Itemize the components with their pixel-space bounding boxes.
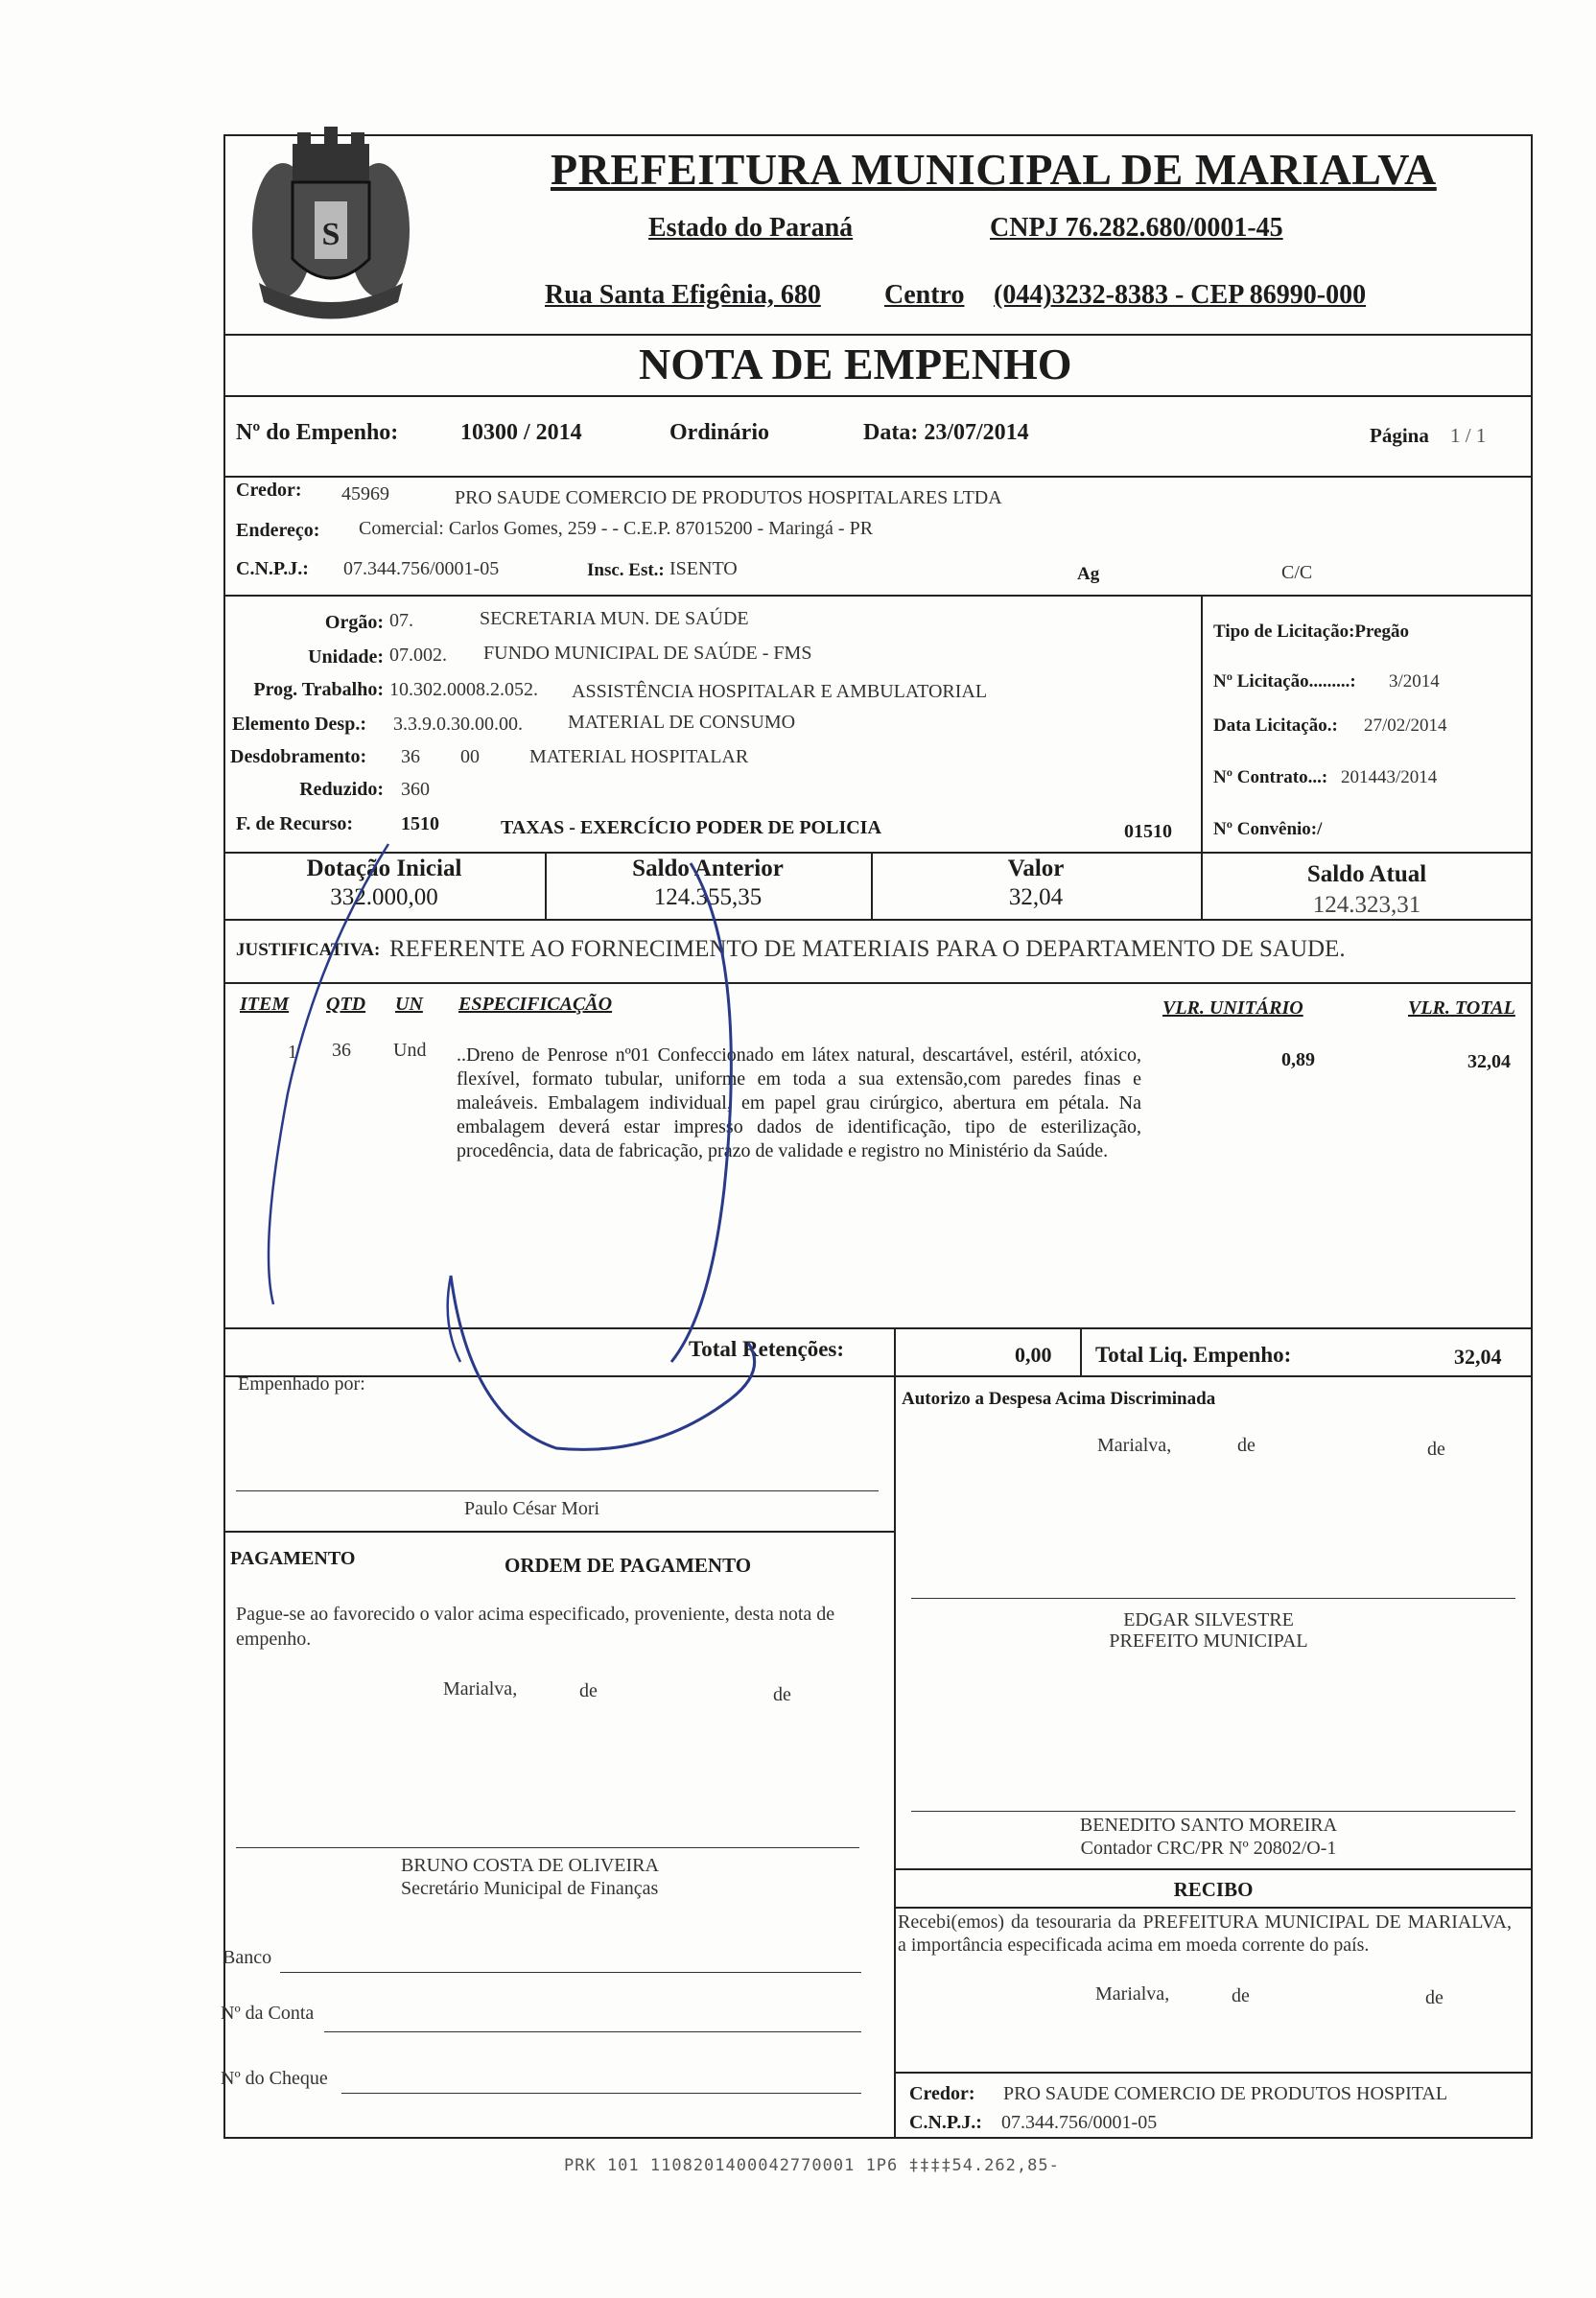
recibo-credor-name: PRO SAUDE COMERCIO DE PRODUTOS HOSPITAL xyxy=(1003,2083,1448,2104)
header-district: Centro xyxy=(884,280,965,310)
empenhado-signer: Paulo César Mori xyxy=(464,1498,600,1519)
financas-name: BRUNO COSTA DE OLIVEIRA xyxy=(401,1855,659,1876)
recurso-code: 1510 xyxy=(401,813,439,834)
autorizo-label: Autorizo a Despesa Acima Discriminada xyxy=(902,1389,1216,1409)
footer-code: PRK 101 1108201400042770001 1P6 ‡‡‡‡54.262,85- xyxy=(564,2156,1060,2175)
contrato-label: Nº Contrato...: xyxy=(1213,767,1328,787)
contrato-number: 201443/2014 xyxy=(1341,767,1438,787)
col-vlr-unitario: VLR. UNITÁRIO xyxy=(1162,997,1303,1019)
recibo-cnpj-label: C.N.P.J.: xyxy=(909,2112,982,2133)
valor-value: 32,04 xyxy=(1008,884,1064,910)
col-un: UN xyxy=(395,994,423,1015)
recibo-text: Recebi(emos) da tesouraria da PREFEITURA MUNICIPAL DE MARIALVA, a importância especificada acima em moeda corrente do país. xyxy=(898,1911,1512,1956)
recibo-cnpj: 07.344.756/0001-05 xyxy=(1001,2112,1158,2133)
item-un: Und xyxy=(393,1040,427,1061)
saldo-anterior-value: 124.355,35 xyxy=(653,884,763,910)
saldo-anterior-label: Saldo Anterior xyxy=(632,856,784,881)
elemento-label: Elemento Desp.: xyxy=(232,714,366,735)
autorizo-de2: de xyxy=(1427,1439,1445,1460)
empenho-number: 10300 / 2014 xyxy=(460,420,582,445)
total-liquido-label: Total Liq. Empenho: xyxy=(1095,1343,1292,1367)
saldo-atual-label: Saldo Atual xyxy=(1306,861,1427,887)
header-cnpj: CNPJ 76.282.680/0001-45 xyxy=(990,213,1283,243)
cnpj-label: C.N.P.J.: xyxy=(236,558,309,579)
credor-name: PRO SAUDE COMERCIO DE PRODUTOS HOSPITALARES LTDA xyxy=(455,487,1002,508)
dotacao-value: 332.000,00 xyxy=(330,884,438,910)
prog-code: 10.302.0008.2.052. xyxy=(389,679,538,700)
insc-value: ISENTO xyxy=(669,558,738,579)
contador-role: Contador CRC/PR Nº 20802/O-1 xyxy=(1080,1838,1337,1859)
col-especificacao: ESPECIFICAÇÃO xyxy=(458,994,613,1015)
page-label: Página xyxy=(1370,424,1429,447)
desdobramento-code: 36 xyxy=(401,746,420,767)
unidade-code: 07.002. xyxy=(389,645,447,666)
justificativa-label: JUSTIFICATIVA: xyxy=(236,940,381,960)
autorizo-de1: de xyxy=(1237,1435,1256,1456)
ag-label: Ag xyxy=(1077,564,1100,584)
item-specification: ..Dreno de Penrose nº01 Confeccionado em látex natural, descartável, estéril, atóxico, flexível, formato tubular, uniforme em toda a sua extensão,com paredes finas e maleáveis. Embalagem individual, em papel grau cirúrgico, abertura em pétala. Na embalagem deverá estar impresso dados de identificação, tipo de esterilização, procedência, data de fabricação, prazo de validade e registro no Ministério da Saúde. xyxy=(457,1044,1141,1161)
credor-address: Comercial: Carlos Gomes, 259 - - C.E.P. 87015200 - Maringá - PR xyxy=(359,518,874,539)
desdobramento-sub: 00 xyxy=(460,746,480,767)
orgao-label: Orgão: xyxy=(324,612,384,633)
page-number: 1 / 1 xyxy=(1450,424,1487,447)
item-unit-price: 0,89 xyxy=(1281,1049,1315,1070)
valor-label: Valor xyxy=(1007,856,1065,881)
prog-name: ASSISTÊNCIA HOSPITALAR E AMBULATORIAL xyxy=(572,681,988,702)
pagamento-place: Marialva, xyxy=(443,1678,518,1700)
retencoes-label: Total Retenções: xyxy=(689,1337,845,1361)
reduzido-value: 360 xyxy=(401,779,430,800)
justificativa-text: REFERENTE AO FORNECIMENTO DE MATERIAIS PARA O DEPARTAMENTO DE SAUDE. xyxy=(389,936,1346,962)
licitacao-date: 27/02/2014 xyxy=(1364,715,1447,736)
unidade-name: FUNDO MUNICIPAL DE SAÚDE - FMS xyxy=(483,643,812,664)
prefeito-role: PREFEITO MUNICIPAL xyxy=(1109,1630,1308,1652)
recibo-credor-label: Credor: xyxy=(909,2083,975,2104)
recibo-title: RECIBO xyxy=(1173,1878,1254,1901)
total-liquido-value: 32,04 xyxy=(1454,1345,1502,1369)
pagamento-text: Pague-se ao favorecido o valor acima especificado, proveniente, desta nota de empenho. xyxy=(236,1604,835,1650)
saldo-atual-value: 124.323,31 xyxy=(1312,892,1421,918)
empenho-type: Ordinário xyxy=(669,420,770,445)
licitacao-date-label: Data Licitação.: xyxy=(1213,715,1338,736)
header-title: PREFEITURA MUNICIPAL DE MARIALVA xyxy=(551,145,1437,194)
credor-code: 45969 xyxy=(341,483,389,504)
unidade-label: Unidade: xyxy=(308,646,384,668)
recurso-label: F. de Recurso: xyxy=(236,813,354,834)
recibo-place: Marialva, xyxy=(1095,1983,1170,2005)
contador-name: BENEDITO SANTO MOREIRA xyxy=(1079,1815,1338,1836)
orgao-name: SECRETARIA MUN. DE SAÚDE xyxy=(480,608,749,629)
credor-cnpj: 07.344.756/0001-05 xyxy=(343,558,500,579)
pagamento-label: PAGAMENTO xyxy=(230,1548,356,1569)
elemento-code: 3.3.9.0.30.00.00. xyxy=(393,714,523,735)
credor-label: Credor: xyxy=(236,480,302,501)
item-number: 1 xyxy=(288,1042,297,1063)
licitacao-number: 3/2014 xyxy=(1389,671,1440,692)
svg-text:S: S xyxy=(321,217,340,252)
item-total-price: 32,04 xyxy=(1467,1051,1511,1072)
desdobramento-name: MATERIAL HOSPITALAR xyxy=(529,746,749,767)
convenio-label: Nº Convênio:/ xyxy=(1213,819,1323,839)
ordem-pagamento-label: ORDEM DE PAGAMENTO xyxy=(505,1554,752,1577)
recibo-de2: de xyxy=(1425,1987,1443,2008)
item-qtd: 36 xyxy=(332,1040,351,1061)
recibo-de1: de xyxy=(1232,1985,1250,2006)
endereco-label: Endereço: xyxy=(236,520,320,541)
elemento-name: MATERIAL DE CONSUMO xyxy=(568,712,796,733)
header-state: Estado do Paraná xyxy=(648,213,854,243)
pagamento-de1: de xyxy=(579,1680,598,1701)
conta-label: Nº da Conta xyxy=(221,2003,315,2024)
orgao-code: 07. xyxy=(389,610,413,631)
recurso-name: TAXAS - EXERCÍCIO PODER DE POLICIA xyxy=(501,817,881,838)
licitacao-number-label: Nº Licitação.........: xyxy=(1213,671,1356,692)
empenhado-label: Empenhado por: xyxy=(238,1373,365,1395)
empenho-number-label: Nº do Empenho: xyxy=(236,420,399,445)
cc-label: C/C xyxy=(1281,562,1313,583)
autorizo-place: Marialva, xyxy=(1097,1435,1172,1456)
reduzido-label: Reduzido: xyxy=(299,779,384,800)
insc-label: Insc. Est.: xyxy=(587,560,665,580)
pagamento-de2: de xyxy=(773,1684,791,1705)
tipo-licitacao: Tipo de Licitação:Pregão xyxy=(1213,621,1410,642)
desdobramento-label: Desdobramento: xyxy=(230,746,367,767)
retencoes-value: 0,00 xyxy=(1015,1343,1052,1367)
header-address: Rua Santa Efigênia, 680 xyxy=(545,280,821,310)
recurso-number: 01510 xyxy=(1124,821,1172,842)
document-title: NOTA DE EMPENHO xyxy=(639,340,1072,388)
empenho-date: Data: 23/07/2014 xyxy=(863,420,1029,445)
financas-role: Secretário Municipal de Finanças xyxy=(401,1878,659,1899)
prog-label: Prog. Trabalho: xyxy=(253,679,384,700)
col-vlr-total: VLR. TOTAL xyxy=(1408,997,1515,1019)
banco-label: Banco xyxy=(223,1947,272,1968)
header-phone-cep: (044)3232-8383 - CEP 86990-000 xyxy=(994,280,1367,310)
dotacao-label: Dotação Inicial xyxy=(306,856,462,881)
prefeito-name: EDGAR SILVESTRE xyxy=(1123,1609,1294,1630)
col-item: ITEM xyxy=(240,994,290,1015)
cheque-label: Nº do Cheque xyxy=(221,2068,328,2089)
col-qtd: QTD xyxy=(326,994,366,1015)
